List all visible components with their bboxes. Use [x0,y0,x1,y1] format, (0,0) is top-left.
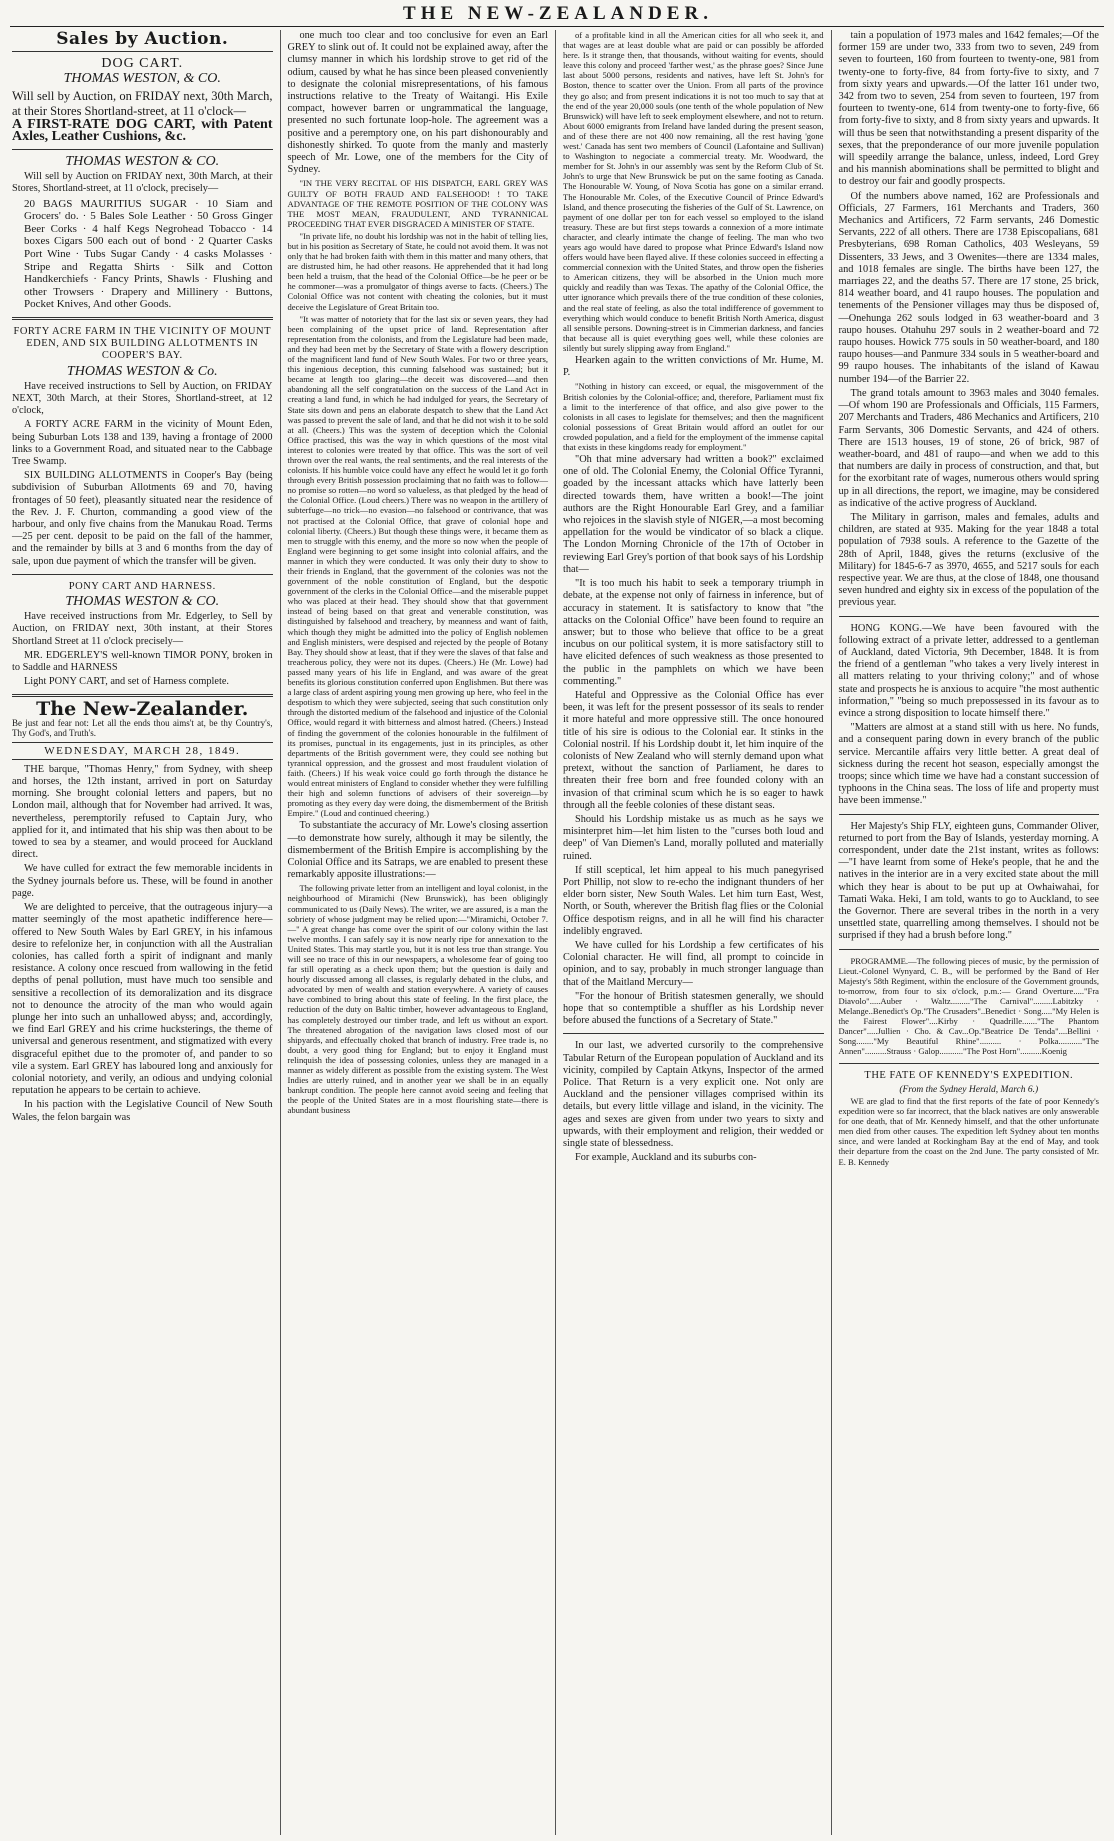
ad-lead-item: MR. EDGERLEY'S well-known TIMOR PONY, broken in to Saddle and HARNESS [12,649,273,674]
quote-paragraph: "IN THE VERY RECITAL OF HIS DISPATCH, EARL GREY WAS GUILTY OF BOTH FRAUD AND FALSEHOOD! ! TO TAKE ADVANTAGE OF THE REMOTE POSITION OF THE COLONY WAS THE MOST MEAN, FRAUDULENT, AND TYRANNICAL PROCEEDING THAT EVER DISGRACED A MINISTER OF STATE. [287,178,548,229]
column-4 [831,30,1107,1835]
ad-body: Have received instructions from Mr. Edgerley, to Sell by Auction, on FRIDAY next, 30th instant, at their Stores Shortland Street at 11 o'clock precisely— [12,611,273,647]
article-paragraph: Hearken again to the written convictions of Mr. Hume, M. P. [563,355,824,379]
article-paragraph: HONG KONG.—We have been favoured with the following extract of a private letter, addressed to a gentleman of Auckland, dated Victoria, 9th December, 1848. It is from the friend of a gentleman "who takes a very lively interest in all matters relating to your thriving colony;" and of whose state and prospects he is anxious to acquire "the most authentic information," "being so much prepossessed in its favour as to evince a strong disposition to locate himself there." [838,622,1099,719]
masthead-rule [10,26,1104,27]
column-1 [10,30,280,1835]
motto: Be just and fear not: Let all the ends thou aims't at, be thy Country's, Thy God's, and Truth's. [12,717,273,738]
article-title-kennedy: THE FATE OF KENNEDY'S EXPEDITION. [864,1069,1074,1081]
divider [12,574,273,575]
ad-firm: THOMAS WESTON & CO. [65,594,220,610]
article-paragraph: one much too clear and too conclusive for even an Earl GREY to slink out of. It could not be explained away, after the clumsy manner in which his lordship strove to get rid of the odium, caused by what he has since been pleased conveniently to designate the colonial misrepresentations, of his famous instructions relative to the Treaty of Waitangi. His Exile compact, however barren or ungrammatical the language, presented no such fortunate loop-hole. The agreement was a positive and a peremptory one, on his part dishonourably and dishonestly shirked. To quote from the manly and masterly speech of Mr. Lowe, one of the members for the City of Sydney. [287,30,548,176]
programme-paragraph: PROGRAMME.—The following pieces of music, by the permission of Lieut.-Colonel Wynyard, C. B., will be performed by the Band of Her Majesty's 58th Regiment, within the enclosure of the Government grounds, to-morrow, from four to six o'clock, p.m.:— Grand Overture....."Fra Diavolo".....Auber · Waltz........."The Carnival".........Labitzky · Melange..Benedict's Op."The Crusaders"..Benedict · Song....."My Helen is the Fairest Flower"....Kirby · Quadrille......."The Phantom Dancer".....Jullien · Cho. & Cav...Op."Beatrice De Tenda"....Bellini · Song........"My Beautiful Rhine".......... · Polka..........."The Annen"..........Strauss · Galop..........."The Post Horn"..........Koenig [838,955,1099,1057]
quote-paragraph: of a profitable kind in all the American cities for all who seek it, and that wages are at least double what are paid or can possibly be afforded here. Is it strange then, that thousands, without waiting for events, should leave this colony and proceed 'farther west,' as the phrase goes? Since June last about 5000 persons, residents and natives, have left St. John's for Boston, thence to scatter over the Union. From all parts of the province they go also; and from present indications it is not too much to say that at the end of the year 20,000 souls (one tenth of the whole population of New Brunswick) will have left to seek employment elsewhere, and not to return. About 6000 emigrants from Ireland have landed during the present season, and of these there are not 400 now remaining, all the rest having 'gone west.' Canada has sent two members of Council (Lafontaine and Sullivan) to Washington to negociate a commercial treaty. Mr. Woodward, the member for St. John's in our assembly was sent by the Reform Club of St. John's to urge that New Brunswick be put on the same footing as Canada. The Honourable W. Young, of Nova Scotia has gone on a similar errand. The Honourable Mr. Coles, of the Executive Council of Prince Edward's Island, and thence prosecuting the fisheries of the Gulf of St. Lawrence, on payment of one dollar per ton for each vessel so employed to the island treasury. These are but first steps towards a connexion of a more intimate character, and clearly intimate the change of feeling. The man who two years ago would have dared to propose what Prince Edward's Island now offers would have been flayed alive. If these colonies succeed in effecting a commercial connexion with the United States, and throw open the fisheries to American citizens, they will be absorbed in the Union much more quickly and readily than was Texas. The apathy of the Colonial Office, the utter ignorance which prevails there of the true condition of these colonies, and the real state of feeling, as also the total indifference of government to everything which would conduce to benefit British North America, disgust all sensible persons. Downing-street is in Cimmerian darkness, and fancies that because all is quiet everything goes well, while these colonies are silently but surely slipping away from England." [563,30,824,353]
ad-firm: THOMAS WESTON, & CO. [63,71,221,87]
divider [839,1063,1100,1064]
article-paragraph: If still sceptical, let him appeal to his much panegyrised Port Phillip, not slow to re-echo the indignant thunders of her elder born sister, New South Wales. Let him turn East, West, North, or South, wherever the British flag flies or the Colonial Office despotism reigns, and in all he will find his character indelibly engraved. [563,864,824,937]
masthead: THE NEW-ZEALANDER. [403,3,713,24]
article-paragraph: The Military in garrison, males and females, adults and children, are stated at 935. Making for the year 1848 a total population of 7938 souls. A reference to the Gazette of the 28th of April, 1848, gives the returns (exclusive of the Military) for 1845-6-7 as 3970, 4655, and 5217 souls for each respective year. We are thus, at the close of 1848, one thousand seven hundred and eighty six in excess of the population of the previous year. [838,511,1099,609]
divider [839,616,1100,617]
article-paragraph: "Oh that mine adversary had written a book?" exclaimed one of old. The Colonial Enemy, the Colonial Office Tyranni, goaded by the incessant attacks which have latterly been directed towards them, have written a book!—The joint authors are the Right Honourable Earl Grey, and a familiar who rejoices in the slavish style of NIGER,—a most becoming appellation for the would be vindicator of so black a clique. The London Morning Chronicle of the 17th of October in reviewing Earl Grey's portion of that book says of his Lordship that— [563,454,824,575]
quote-paragraph: "In private life, no doubt his lordship was not in the habit of telling lies, but in his position as Secretary of State, he could not avoid them. It was not only that he had broken faith with them in this matter and many others, that are distrusted him, he had other reasons. He apprehended that it had long been held a truism, that the head of the Colonial Office—be he peer or be he commoner—was a promulgator of things averse to facts. (Cheers.) The Colonial Office was not content with cheating the colonies, but it must deceive the Legislature of Great Britain too. [287,230,548,312]
article-paragraph: Should his Lordship mistake us as much as he says we misinterpret him—let him listen to the "curses both loud and deep" of Van Diemen's Land, morally polluted and materially ruined. [563,813,824,862]
quote-paragraph: "It was matter of notoriety that for the last six or seven years, they had been complaining of the upset price of land. Representation after representation from the colonists, and from the Legislature had been made, and they had been met by the Secretary of State with a flowery description of the magnificent land fund of New South Wales. For two or three years, this ingenious deception, this cunning falsehood was sustained; but it became at length too glaring—the deceit was discovered—and then abandoning all the self congratulation on the success of the Land Act in creating a land fund, in which he had indulged for years, the Secretary of State sits down and pens an elaborate despatch to shew that the Land Act was passed to prevent the sale of land, and that he did not wish it to be sold at all. (Cheers.) This was the system of deception which the Colonial Office practised, this was the way in which questions of the most vital interest to colonies were treated by that office. This was the sort of veil thrown over the real wants, the real sentiments, and the real interests of the colonists. If his humble voice could have any effect he would let it go forth through every British possession proclaiming that no faith was to follow—no promise so rotten—no word so valueless, as that pledged by the head of the Colonial Office. (Loud cheers.) There was no weapon in the artillery of subterfuge—no trick—no evasion—no falsehood or contrivance, that was not practised at the Colonial Office, that grave of colonial hope and colonial liberty. (Cheers.) But though these things were, it became them as men to struggle with this enemy, and the more so now when the people of England were beginning to get some insight into colonial affairs, and the manner in which they were conducted. It was only their duty to show to their friends in England, that the government of the colonies was not the government of the noble constitution of England, but the despotic government of the clerks in the Colonial Office—and the miserable puppet who was placed at their head. They should show that that government instead of being based on that great and venerable constitution, was distinguished by falsehood and treachery, by meanness and want of faith, which though they might be admitted into the policy of English noblemen and English ministers, were despised and rejected by the people of Botany Bay. They should show at least, that if they were the slaves of that false and treacherous policy, they were not its dupes. (Cheers.) He (Mr. Lowe) had passed many years of his life in England, and was aware of the great benefits its glorious constitution conferred upon Englishmen. But there was a large class of ardent aspiring young men growing up here, who feel in the despotism to which they were subjected, seeing that such constitution only through the distorted medium of the falsehood and injustice of the Colonial Office, would regard it with bitterness and almost hatred. (Cheers.) Instead of finding the government of the colonies honourable in the fulfilment of its promises, punctual in its engagements, just in its principles, as other departments of the British government were, they could see nothing but tyrannical oppression, and the grossest and most fraudulent violation of faith. (Cheers.) If his weak voice could go forth through the distance he would entreat ministers of England to consider whether they were fulfilling their high and solemn functions of advisers of their sovereign—by promoting as they every day were doing, the dismemberment of the British Empire." (Loud and continued cheering.) [287,313,548,819]
quote-paragraph: "Nothing in history can exceed, or equal, the misgovernment of the British colonies by the Colonial-office; and, therefore, Parliament must fix a limit to the interference of that office, and also give power to the colonists in all cases to legislate for themselves; and then the magnificent colonial possessions of Great Britain would afford an outlet for our crowded population, and a field for the employment of the immense capital that exists in these kingdoms ready for employment." [563,381,824,452]
columns [10,30,1106,1835]
column-2 [280,30,556,1835]
paper-nameplate: The New-Zealander. [36,698,249,721]
article-paragraph: We are delighted to perceive, that the outrageous injury—a matter seemingly of the most apathetic indifference here—offered to New South Wales by Earl GREY, in his infamous desire to refelonize her, in conjunction with all the Australian colonies, has called forth a spirit of indignant and manly resistance. A colony once rescued from wallowing in the fetid depths of penal pollution, must have much too sensible and sensitive a recollection of its demoralization and its disgrace not to denounce the atrocity of the man who would again plunge her into such an unhallowed abyss; and, accordingly, we find Earl GREY and his crime hucksterings, the theme of universal and generous resentment, and stigmatized with every disgraceful epithet due to the promoter of, and pander to so vile a system. Earl GREY has laboured long and anxiously for colonial notoriety, and verily, an odious and undying colonial reputation he appears to be certain to achieve. [12,902,273,1097]
ad-title-pony-cart: PONY CART AND HARNESS. [68,580,216,592]
article-paragraph: In his paction with the Legislative Council of New South Wales, the felon bargain was [12,1099,273,1123]
article-paragraph: We have culled for his Lordship a few certificates of his Colonial character. He will find, all prompt to coincide in opinion, and to say, probably in much stronger language than that of the Maitland Mercury— [563,939,824,988]
article-paragraph: "It is too much his habit to seek a temporary triumph in debate, at the expense not only of fairness in inference, but of accuracy in statement. It is satisfactory to know that "the attacks on the Colonial Office" have been found to require an answer; but to those who believe that office to be a great incubus on our political system, it is more satisfactory still to have elicited defences of such weakness as those presented to the public in the pamphlets on which we have been commenting." [563,578,824,687]
ad-title-farm: FORTY ACRE FARM IN THE VICINITY OF MOUNT EDEN, AND SIX BUILDING ALLOTMENTS IN COOPER'S BAY. [13,325,271,362]
ad-lead-item: A FORTY ACRE FARM in the vicinity of Mount Eden, being Suburban Lots 138 and 139, having a frontage of 2000 links to a Government Road, and situated near to the Cabbage Tree Swamp. [12,419,273,467]
dateline: WEDNESDAY, MARCH 28, 1849. [12,742,273,760]
ad-firm: THOMAS WESTON & CO. [65,154,220,170]
divider [839,814,1100,815]
ad-title-dog-cart: DOG CART. [101,56,184,72]
article-paragraph: We have culled for extract the few memorable incidents in the Sydney journals before us. These, will be found in another page. [12,863,273,899]
divider [563,1033,824,1034]
divider [12,317,273,320]
ad-firm: THOMAS WESTON & Co. [66,363,218,379]
article-paragraph: The grand totals amount to 3963 males and 3040 females.—Of whom 190 are Professionals and Officials, 115 Farmers, 207 Merchants and Traders, 486 Mechanics and Artificers, 210 Farm Servants, 306 Domestic Servants, and 424 of others. There are 1513 houses, 19 of stone, 26 of brick, 987 of weather-board, and 481 of raupo—and when we add to this that numbers are daily in process of construction, and that, but for the exorbitant rate of wages, numerous others would spring up in all directions, the report, we imagine, may be considered as indicative of the active progress of Auckland. [838,387,1099,509]
goods-list: 20 BAGS MAURITIUS SUGAR · 10 Siam and Grocers' do. · 5 Bales Sole Leather · 50 Gross Ginger Beer Corks · 4 half Kegs Negrohead Tobacco · 14 boxes Cigars 500 each out of bond · 2 Quarter Casks Port Wine · Tubs Sugar Candy · 4 casks Molasses · Stripe and Regatta Shirts · Silk and Cotton Handkerchiefs · Fancy Prints, Shawls · Flushing and other Trowsers · Drapery and Millinery · Buttons, Pocket Knives, And other Goods. [24,197,273,311]
ad-lead-item: A FIRST-RATE DOG CART, with Patent Axles, Leather Cushions, &c. [12,116,273,144]
quote-paragraph: The following private letter from an intelligent and loyal colonist, in the neighbourhood of Miramichi (New Brunswick), has been obligingly communicated to us (Daily News). The writer, we are assured, is a man the sobriety of whose judgment may be relied upon:—"Miramichi, October 7.—" A great change has come over the spirit of our colony within the last twelve months. I can safely say it is now nearly ripe for annexation to the United States. This may startle you, but it is not less true than strange. You will see no trace of this in our newspapers, a wholesome fear of going too far still operating as a check upon them; but the question is daily and hourly discussed among all classes, is regularly debated in the clubs, and advocated by men of wealth and station everywhere. A variety of causes have combined to bring about this state of feeling. In the first place, the reduction of the duty on Baltic timber, however advantageous to England, has completely destroyed our timber trade, and left us without an export. The threatened abrogation of the navigation laws closed most of our shipyards, and effectually choked that branch of industry. Free trade is, no doubt, a very good thing for England; but to enjoy it England must relinquish the idea of possessing colonies, unless they are managed in a manner as widely different as possible from the existing system. The West Indies are utterly ruined, and in another year we shall be in an equally bankrupt condition. The people here cannot avoid seeing and feeling that the people of the United States are in a most flourishing state—there is abundant business [287,883,548,1116]
ad-body: Will sell by Auction, on FRIDAY next, 30th March, at their Stores Shortland-street, at 11 o'clock— [12,88,273,118]
article-paragraph: To substantiate the accuracy of Mr. Lowe's closing assertion—to demonstrate how surely, although it may be silently, the dismemberment of the British Empire is accomplishing by the Colonial Office and its Satraps, we are enabled to present these remarkably apposite illustrations:— [287,820,548,881]
article-paragraph: "For the honour of British statesmen generally, we should hope that so contemptible a shuffler as his Lordship never before abused the functions of a Secretary of State." [563,990,824,1027]
divider [12,694,273,697]
article-source: (From the Sydney Herald, March 6.) [899,1084,1039,1095]
ad-body: Light PONY CART, and set of Harness complete. [24,676,229,688]
divider [12,149,273,150]
divider [12,51,273,52]
article-paragraph: tain a population of 1973 males and 1642 females;—Of the former 159 are under two, 333 from two to seven, 249 from seven to fourteen, 160 from fourteen to twenty-one, 981 from twenty-one to forty-five, 84 from forty-five to sixty, and 7 from sixty years and upwards.—Of the latter 161 under two, 342 from two to seven, 254 from seven to fourteen, 197 from fourteen to twenty-one, 614 from twenty-one to forty-five, 66 from forty-five to sixty, and 8 from sixty years and upwards. It will thus be seen that notwithstanding a present disparity of the sexes, that the preponderance of our more juvenile population will speedily arrange the balance, unless, indeed, Lord Grey and his mannish abominations shall be permitted to blight and to destroy our fair and goodly prospects. [838,30,1099,188]
article-paragraph: Hateful and Oppressive as the Colonial Office has ever been, it was left for the present possessor of its seals to render it more hateful and more oppressive still. The once honoured title of his sire is odious to the Colonial ear. It stinks in the Colonial nostril. If his Lordship doubt it, let him inquire of the colonists of New Zealand who will sternly demand upon what pretext, without the sanction of Parliament, he dares to threaten their free born and free founded colony with an invasion of that criminal scum which he is so eager to hawk through all the feeble colonies of these distant seas. [563,689,824,811]
ad-body: Have received instructions to Sell by Auction, on FRIDAY NEXT, 30th March, at their Stores, Shortland-street, at 12 o'clock, [12,380,273,417]
column-3 [555,30,831,1835]
divider [839,949,1100,950]
article-paragraph: For example, Auckland and its suburbs con- [575,1152,757,1164]
ad-body: Will sell by Auction on FRIDAY next, 30th March, at their Stores, Shortland-street, at 11 o'clock, precisely— [12,171,273,195]
article-paragraph: In our last, we adverted cursorily to the comprehensive Tabular Return of the European population of Auckland and its vicinity, compiled by Captain Atkyns, Inspector of the armed Police. That Return is a very explicit one. Not only are Auckland and the pensioner villages comprised within its details, but every little village and island, in the vicinity. The ages and sexes are given from under two years to sixty and upwards, with their employment and religion, their wedded or single state of blessedness. [563,1040,824,1150]
section-title-sales: Sales by Auction. [56,30,229,49]
quote-paragraph: WE are glad to find that the first reports of the fate of poor Kennedy's expedition were so far incorrect, that the black natives are only answerable for one death, that of Mr. Kennedy himself, and that the other unfortunate men died from other causes. The expedition left Sydney about ten months since, and were landed at Rockingham Bay at the end of May, and took their departure from the coast on the 2nd June. The party consisted of Mr. E. B. Kennedy [838,1095,1099,1167]
article-paragraph: THE barque, "Thomas Henry," from Sydney, with sheep and horses, the 12th instant, arrived in port on Saturday morning. She brought colonial letters and papers, but no London mail, although that for November had arrived. It was, nevertheless, peremptorily refused to Captain Jury, who applied for it, and intimated that his ship was then about to be towed to sea by a steamer, and would proceed for Auckland direct. [12,763,273,861]
ad-body: SIX BUILDING ALLOTMENTS in Cooper's Bay (being subdivision of Suburban Allotments 69 and 70, having frontages of 50 feet), pleasantly situated near the residence of the Rev. J. F. Churton, commanding a good view of the harbour, and only five chains from the Manukau Road. Terms—25 per cent. deposit to be paid on the fall of the hammer, and the remainder by bills at 3 and 6 months from the day of sale, upon due payment of which the transfer will be given. [12,470,273,567]
article-paragraph: Her Majesty's Ship FLY, eighteen guns, Commander Oliver, returned to port from the Bay of Islands, yesterday morning. A correspondent, under date the 21st instant, writes as follows:—"I have learnt from some of Heke's people, that he and the natives in the interior are in a very excited state about the mill which they hear is about to be put up at Owhaiwahai, for Tamati Waka. Heki, I am told, wants to go to Auckland, to see the Governor. There are several tribes in the north in a very unsettled state, quarrelling among themselves. I should not be surprised if they had a brush before long." [838,820,1099,942]
article-paragraph: "Matters are almost at a stand still with us here. No funds, and a consequent paring down in every branch of the public service. Mercantile affairs very little better. A great deal of sickness during the recent hot season, especially amongst the troops; since which time we have had a constant succession of typhoons in the China seas. The loss of life and property must have been immense." [838,722,1099,807]
article-paragraph: Of the numbers above named, 162 are Professionals and Officials, 27 Farmers, 161 Merchants and Traders, 360 Mechanics and Artificers, 72 Farm servants, 246 Domestic Servants, 222 of all others. There are 1738 Episcopalians, 681 Presbyterians, 698 Roman Catholics, 403 Wesleyans, 59 Dissenters, 33 Jews, and 3 Owenites—there are 1334 males, and 1018 females are single. The births have been 127, the marriages 22, and the deaths 57. There are 17 stone, 25 brick, 814 weather board, and 41 raupo houses. The population and tenements of the Pensioner villages may thus be disposed of,—Onehunga 262 souls lodged in 63 weather-board and 3 raupo houses. Otahuhu 297 souls in 2 weather-board and 72 raupo houses. Howick 775 souls in 50 weather-board, and 180 raupo houses—and Panmure 334 souls in 5 weather-board and 99 raupo houses. The inhabitants of the island of Kawau number 194—of the Barrier 22. [838,190,1099,385]
